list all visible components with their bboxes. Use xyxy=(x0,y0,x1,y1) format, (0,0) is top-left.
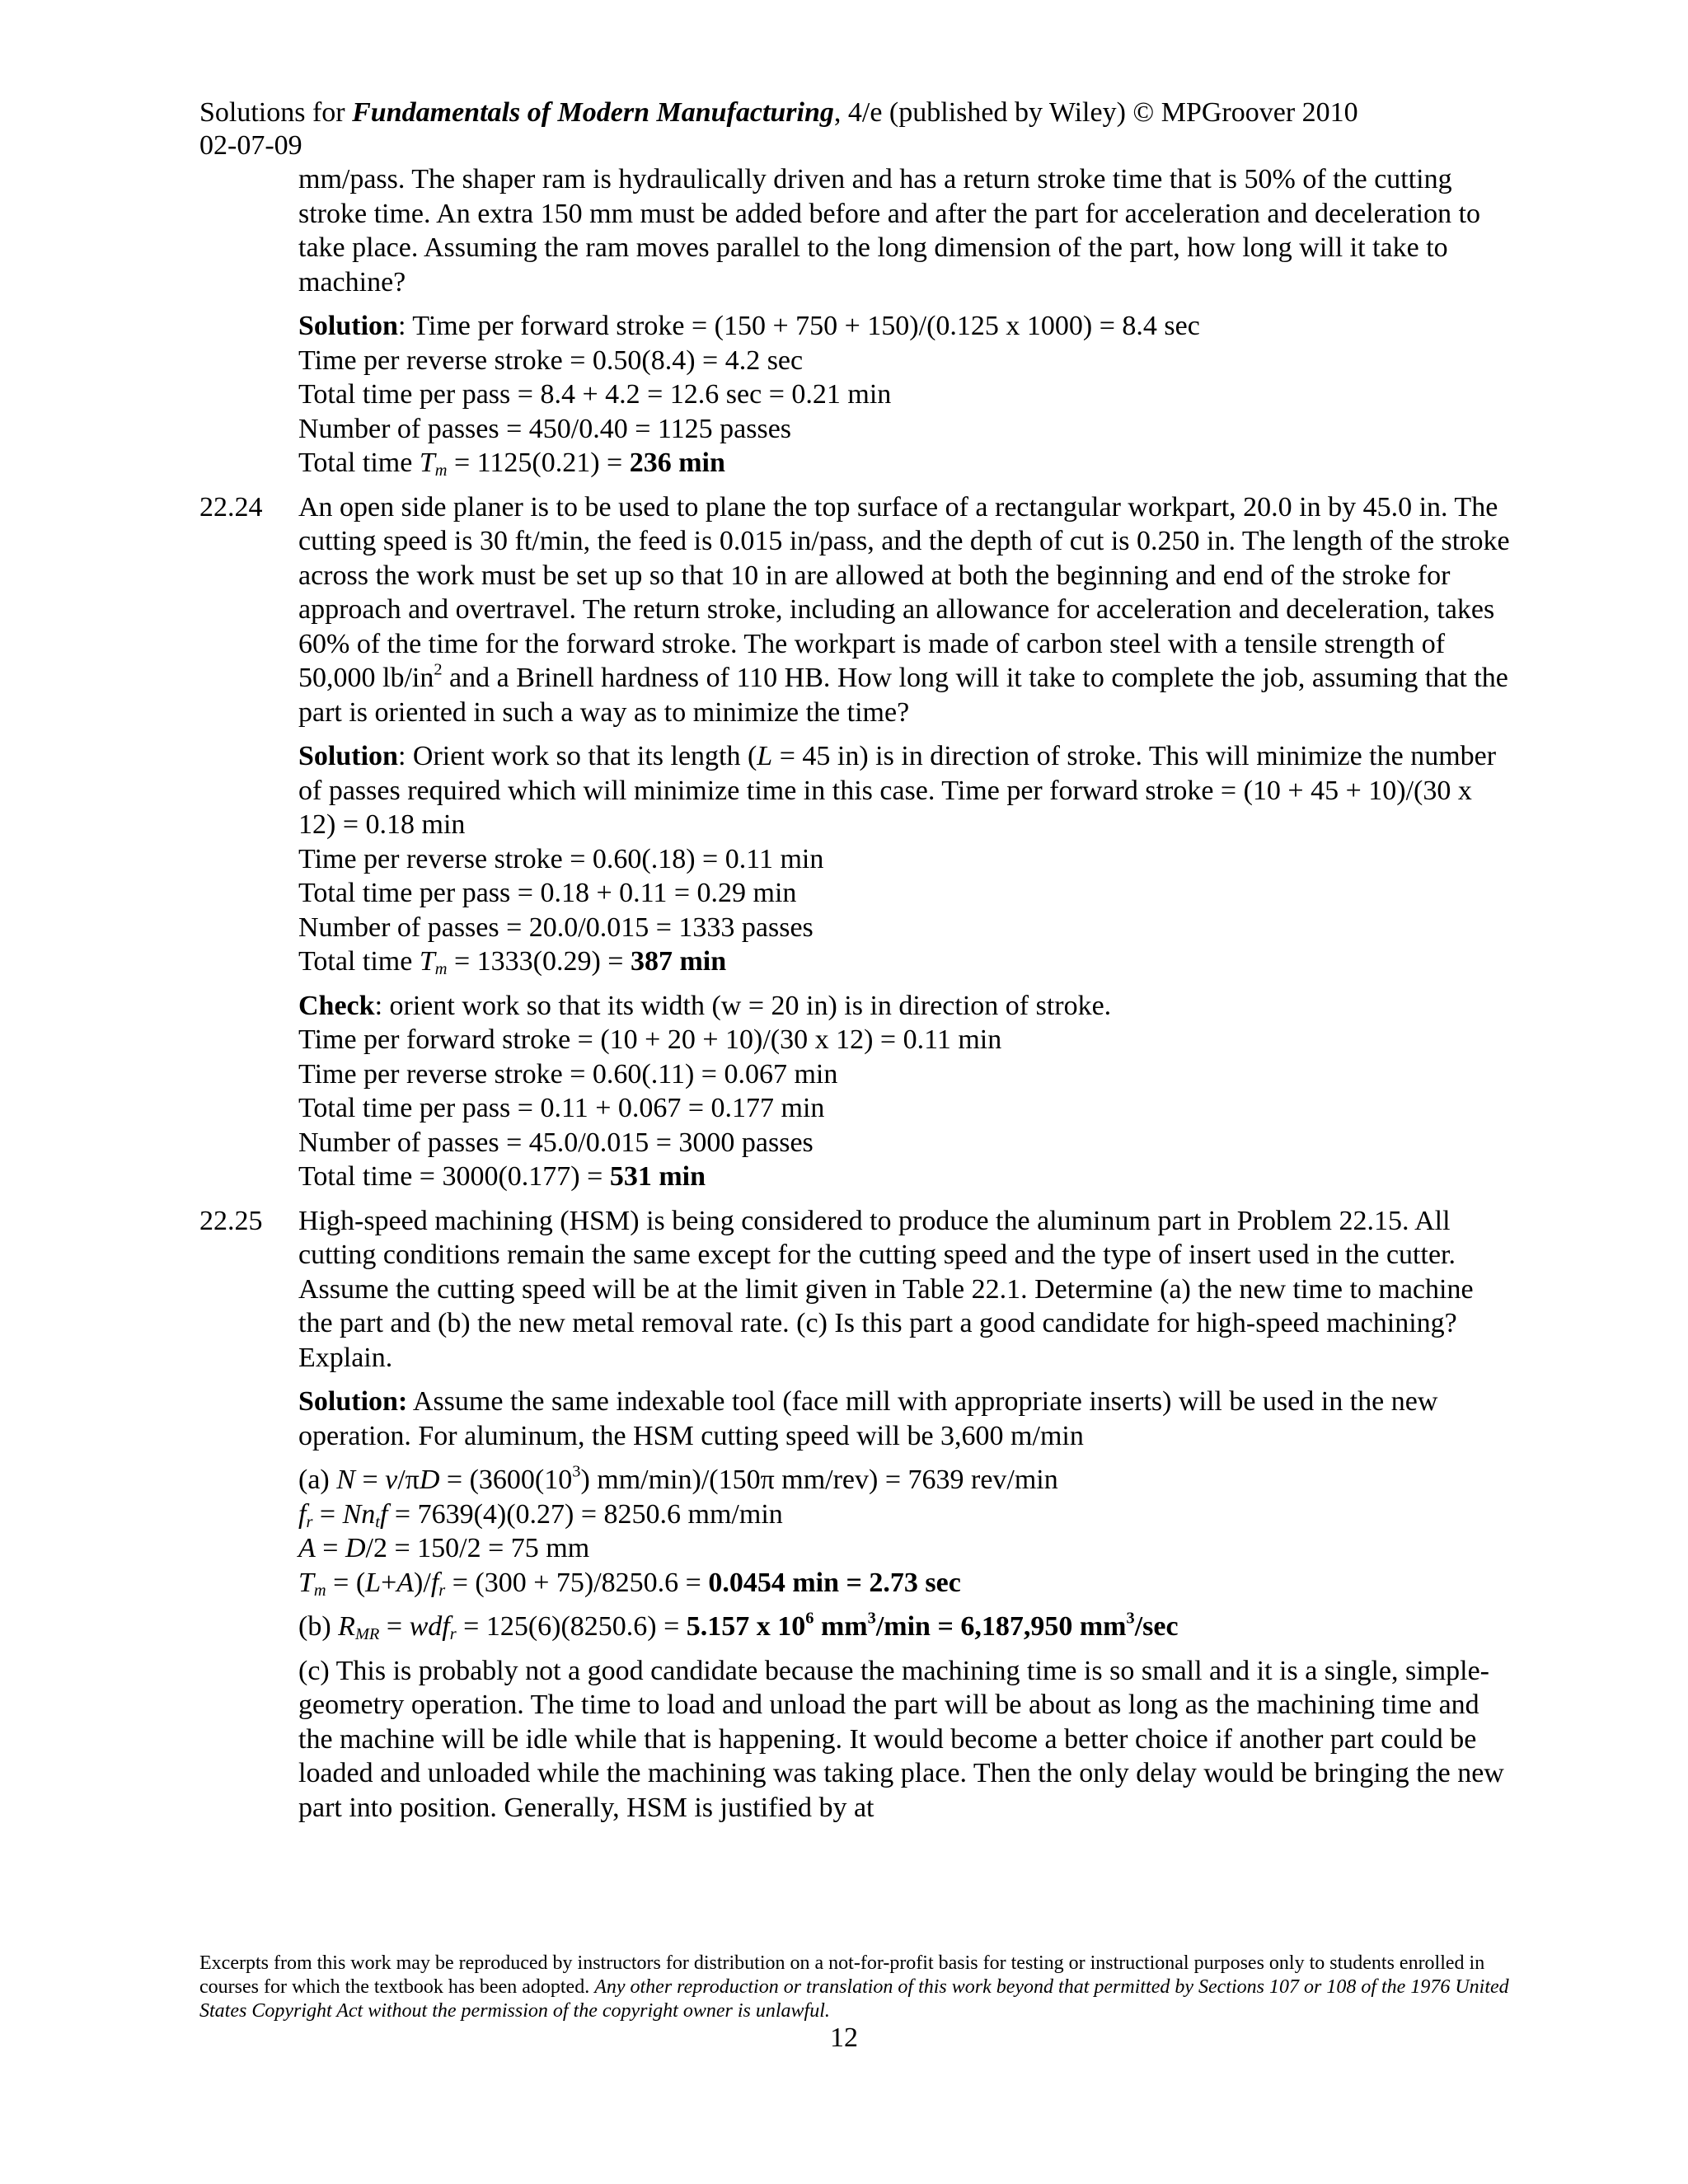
eq-approach xyxy=(298,1531,1510,1566)
document-body xyxy=(199,162,1510,1825)
var-T: T xyxy=(298,1567,314,1598)
superscript: 3 xyxy=(867,1609,876,1628)
sub-m: m xyxy=(434,462,448,480)
solution-line: Number of passes = 450/0.40 = 1125 passes xyxy=(298,413,792,444)
var-f: f xyxy=(430,1567,439,1598)
answer: 0.0454 min = 2.73 sec xyxy=(708,1567,961,1598)
var-f: f xyxy=(379,1498,388,1530)
question-text-b: and a Brinell hardness of 110 HB. How long will it take to complete the job, assuming that the part is oriented in such a way as to minimize the time? xyxy=(298,663,1508,728)
var-N: N xyxy=(336,1465,355,1495)
part-c-discussion: (c) This is probably not a good candidate because the machining time is so small and it is a single, simple-geometry operation. The time to load and unload the part will be about as long as the machining time and the machine will be idle while that is happening. It would become a better choice if another part could be loaded and unloaded while the machining was taking place. Then the only delay would be bringing the new part into position. Generally, HSM is justified by at xyxy=(298,1655,1504,1823)
var-wdf: wdf xyxy=(409,1611,450,1642)
question-text-a: An open side planer is to be used to plane the top surface of a rectangular workpart, 20.0 in by 45.0 in. The cutting speed is 30 ft/min, the feed is 0.015 in/pass, and the depth of cut is 0.250 in. The length of the stroke across the work must be set up so that 10 in are allowed at both the beginning and end of the stroke for approach and overtravel. The return stroke, including an allowance for acceleration and deceleration, takes 60% of the time for the forward stroke. The workpart is made of carbon steel with a tensile strength of 50,000 lb/in xyxy=(298,491,1510,693)
problem-22-25 xyxy=(199,1204,1510,1825)
check-total-prefix: Total time = 3000(0.177) = xyxy=(298,1161,610,1192)
header-book-title: Fundamentals of Modern Manufacturing xyxy=(352,97,834,128)
check-total-line xyxy=(298,1160,1510,1194)
carryover-problem xyxy=(298,162,1510,480)
eq-part: = 7639(4)(0.27) = 8250.6 mm/min xyxy=(387,1498,783,1530)
sub-r: r xyxy=(438,1581,446,1600)
var-D: D xyxy=(419,1465,440,1495)
solution-text-b: = 45 in) is in direction of stroke. This will minimize the number of passes required which will minimize time in this case. Time per forward stroke = (10 + 45 + 10)/(30 x 12) = 0.18 min xyxy=(298,741,1497,840)
check-line xyxy=(298,989,1510,1024)
problem-number: 22.24 xyxy=(199,491,263,523)
problem-question: High-speed machining (HSM) is being considered to produce the aluminum part in Problem 22.15. All cutting conditions remain the same except for the cutting speed and the type of insert used in the cutter. Assume the cutting speed will be at the limit given in Table 22.1. Determine (a) the new time to machine the part and (b) the new metal removal rate. (c) Is this part a good candidate for high-speed machining? Explain. xyxy=(298,1205,1474,1373)
header-prefix: Solutions for xyxy=(199,97,353,128)
solution-line: Number of passes = 20.0/0.015 = 1333 passes xyxy=(298,912,814,943)
answer-part: /sec xyxy=(1134,1611,1179,1642)
var-A: A xyxy=(298,1533,316,1563)
carryover-question: mm/pass. The shaper ram is hydraulically driven and has a return stroke time that is 50% of the cutting stroke time. An extra 150 mm must be added before and after the part for acceleration and deceleration to take place. Assuming the ram moves parallel to the long dimension of the part, how long will it take to machine? xyxy=(298,164,1481,298)
eq-part: = xyxy=(354,1465,386,1495)
var-D: D xyxy=(345,1533,366,1563)
var-T: T xyxy=(419,448,435,478)
header-line xyxy=(199,96,1358,129)
copyright-footer xyxy=(199,1952,1510,2023)
eq-part: (a) xyxy=(298,1465,337,1495)
solution-line: Time per reverse stroke = 0.50(8.4) = 4.2 sec xyxy=(298,344,804,376)
eq-feed-rate xyxy=(298,1497,1510,1532)
superscript: 3 xyxy=(572,1462,581,1481)
var-L: L xyxy=(757,741,773,771)
solution-text: Assume the same indexable tool (face mill with appropriate inserts) will be used in the new operation. For aluminum, the HSM cutting speed will be 3,600 m/min xyxy=(298,1386,1438,1451)
solution-paragraph xyxy=(298,739,1510,842)
var-v: v xyxy=(385,1465,398,1495)
sub-r: r xyxy=(306,1512,313,1531)
eq-part: /2 = 150/2 = 75 mm xyxy=(365,1533,590,1563)
check-label: Check xyxy=(298,990,375,1021)
solution-line: Total time per pass = 0.18 + 0.11 = 0.29 min xyxy=(298,878,797,908)
eq-part: = (300 + 75)/8250.6 = xyxy=(445,1567,709,1598)
var-Nn: Nn xyxy=(342,1498,376,1530)
solution-label: Solution: xyxy=(298,1386,408,1417)
answer-part: 5.157 x 10 xyxy=(686,1611,806,1642)
solution-line: Total time per pass = 8.4 + 4.2 = 12.6 sec = 0.21 min xyxy=(298,379,892,410)
answer-part: /min = 6,187,950 mm xyxy=(875,1611,1127,1642)
solution-label: Solution xyxy=(298,741,398,771)
sub-MR: MR xyxy=(354,1625,380,1644)
answer: 531 min xyxy=(609,1161,706,1192)
superscript: 2 xyxy=(434,660,443,679)
eq-removal-rate xyxy=(298,1610,1510,1644)
answer: 236 min xyxy=(629,448,725,478)
var-T: T xyxy=(419,946,435,977)
carryover-solution-line xyxy=(298,309,1510,344)
answer-part: mm xyxy=(814,1611,868,1642)
footer-italic: Any other reproduction or translation of this work beyond that permitted by Sections 107 or 108 of the 1976 United States Copyright Act without the permission of the copyright owner is unlawful. xyxy=(199,1976,1509,2022)
eq-part: = ( xyxy=(326,1567,366,1598)
page-header xyxy=(199,96,1358,162)
check-text: : orient work so that its width (w = 20 in) is in direction of stroke. xyxy=(374,990,1112,1021)
check-line-item: Number of passes = 45.0/0.015 = 3000 passes xyxy=(298,1127,814,1158)
eq-part: + xyxy=(381,1567,397,1598)
eq-part: = 125(6)(8250.6) = xyxy=(456,1611,687,1642)
var-L: L xyxy=(365,1567,382,1598)
sub-r: r xyxy=(449,1625,457,1644)
answer xyxy=(687,1611,1179,1642)
eq-part: = (3600(10 xyxy=(439,1465,573,1495)
eq-part: /π xyxy=(397,1465,420,1495)
eq-part: = xyxy=(315,1533,345,1563)
footer-plain: Excerpts from this work may be reproduced by instructors for distribution on a not-for-profit basis for testing or instructional purposes only to students enrolled in courses for which the textbook has been adopted. xyxy=(199,1952,1485,1998)
eq-part: ) mm/min)/(150π mm/rev) = 7639 rev/min xyxy=(580,1465,1058,1495)
solution-line: Time per reverse stroke = 0.60(.18) = 0.11 min xyxy=(298,843,824,874)
check-line-item: Time per reverse stroke = 0.60(.11) = 0.067 min xyxy=(298,1058,838,1090)
sub-t: t xyxy=(375,1512,380,1531)
sub-m: m xyxy=(434,960,448,979)
total-prefix: Total time xyxy=(298,946,420,977)
check-line-item: Total time per pass = 0.11 + 0.067 = 0.177 min xyxy=(298,1093,825,1123)
eq-part: )/ xyxy=(414,1567,431,1598)
superscript: 6 xyxy=(805,1609,814,1628)
var-R: R xyxy=(338,1611,355,1642)
eq-machining-time xyxy=(298,1566,1510,1601)
total-time-line xyxy=(298,944,1510,979)
eq-part: (b) xyxy=(298,1611,339,1642)
answer: 387 min xyxy=(630,946,727,977)
solution-paragraph xyxy=(298,1385,1510,1453)
var-A: A xyxy=(396,1567,415,1598)
solution-label: Solution xyxy=(298,311,398,341)
problem-number: 22.25 xyxy=(199,1205,263,1236)
total-prefix: Total time xyxy=(298,448,420,478)
header-date: 02-07-09 xyxy=(199,130,302,161)
eq-part: = xyxy=(379,1611,410,1642)
total-time-line xyxy=(298,446,1510,480)
problem-question xyxy=(298,490,1510,730)
total-mid: = 1333(0.29) = xyxy=(447,946,631,977)
total-mid: = 1125(0.21) = xyxy=(447,448,630,478)
page-number: 12 xyxy=(830,2022,858,2053)
problem-22-24 xyxy=(199,490,1510,1194)
eq-part: = xyxy=(312,1498,343,1530)
var-f: f xyxy=(298,1498,307,1530)
check-line-item: Time per forward stroke = (10 + 20 + 10)/(30 x 12) = 0.11 min xyxy=(298,1024,1002,1055)
solution-text-a: : Orient work so that its length ( xyxy=(397,741,757,771)
sub-m: m xyxy=(313,1581,326,1600)
superscript: 3 xyxy=(1126,1609,1135,1628)
header-suffix: , 4/e (published by Wiley) © MPGroover 2010 xyxy=(833,97,1358,128)
solution-text: : Time per forward stroke = (150 + 750 + 150)/(0.125 x 1000) = 8.4 sec xyxy=(397,311,1200,341)
eq-spindle-speed xyxy=(298,1463,1510,1497)
